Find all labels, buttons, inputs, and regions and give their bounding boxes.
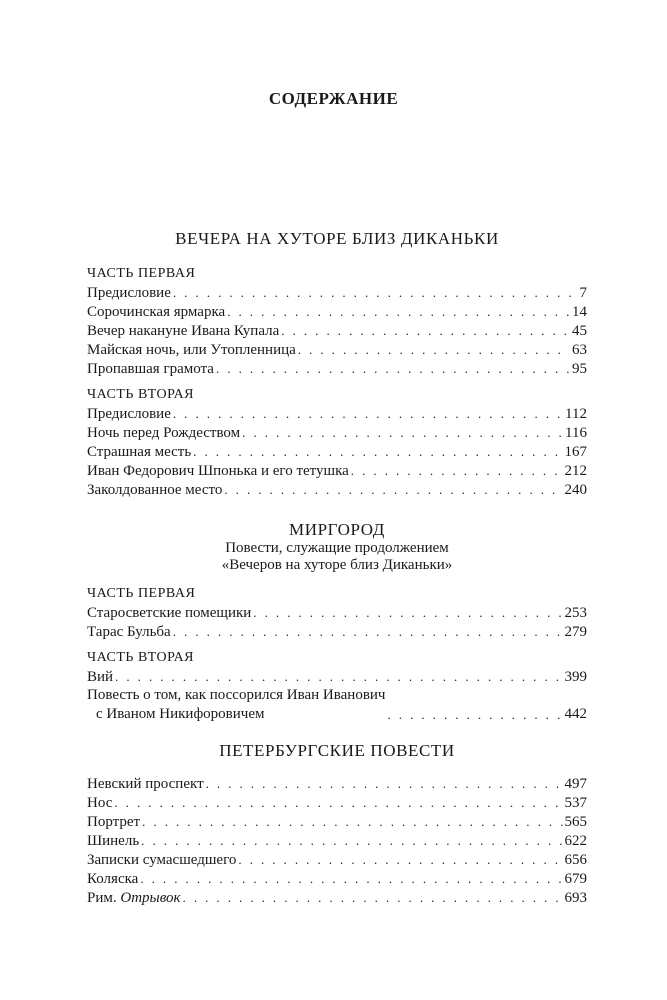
toc-entry-title: Пропавшая грамота (87, 361, 214, 377)
toc-entry-title: Иван Федорович Шпонька и его тетушка (87, 463, 349, 479)
dot-leader (238, 850, 562, 869)
dot-leader (173, 404, 563, 423)
toc-entry-page: 442 (564, 706, 587, 722)
toc-entry-title (87, 889, 181, 908)
toc-entry-title: Заколдованное место (87, 482, 223, 498)
toc-entry-title: Страшная месть (87, 444, 192, 460)
toc-entry[interactable] (87, 461, 587, 480)
toc-entry-title-italic: Отрывок (120, 890, 181, 906)
toc-entry[interactable] (87, 869, 587, 888)
dot-leader (173, 622, 563, 641)
dot-leader (298, 340, 570, 359)
toc-entry-title-roman: Рим. (87, 890, 117, 906)
toc-entry-title: Портрет (87, 814, 141, 830)
toc-entry-title: Майская ночь, или Утопленница (87, 342, 296, 358)
dot-leader (173, 283, 578, 302)
toc-entry-title: Шинель (87, 833, 140, 849)
toc-entry[interactable] (87, 888, 587, 907)
section-subtitle: «Вечеров на хуторе близ Диканьки» (221, 557, 453, 573)
dot-leader (114, 793, 562, 812)
toc-entry-title: Предисловие (87, 285, 171, 301)
section-subtitle: Повести, служащие продолжением (225, 540, 449, 556)
section-heading: ВЕЧЕРА НА ХУТОРЕ БЛИЗ ДИКАНЬКИ (175, 229, 499, 248)
toc-entry-title: Ночь перед Рождеством (87, 425, 241, 441)
toc-entry[interactable] (87, 423, 587, 442)
toc-entry[interactable] (87, 480, 587, 499)
toc-entry-page: 537 (564, 795, 587, 811)
part-label: ЧАСТЬ ПЕРВАЯ (87, 266, 196, 281)
toc-entry-page: 679 (564, 871, 587, 887)
section-heading: ПЕТЕРБУРГСКИЕ ПОВЕСТИ (219, 741, 455, 760)
toc-entry[interactable] (87, 359, 587, 378)
toc-entry-page: 63 (572, 342, 587, 358)
toc-entry[interactable] (87, 442, 587, 461)
toc-entry-page: 116 (565, 425, 587, 441)
toc-entry-page: 622 (564, 833, 587, 849)
toc-entry[interactable] (87, 850, 587, 869)
toc-entry-page: 497 (564, 776, 587, 792)
dot-leader (253, 603, 562, 622)
dot-leader (183, 888, 563, 907)
toc-entry[interactable] (87, 603, 587, 622)
toc-entry[interactable] (87, 404, 587, 423)
toc-entry[interactable] (87, 686, 587, 724)
toc-entry-page: 167 (564, 444, 587, 460)
toc-entry-page: 95 (572, 361, 587, 377)
dot-leader (140, 869, 562, 888)
toc-entry-page: 240 (564, 482, 587, 498)
toc-entry[interactable] (87, 831, 587, 850)
part-label: ЧАСТЬ ПЕРВАЯ (87, 586, 196, 601)
toc-entry-title: Предисловие (87, 406, 171, 422)
toc-entry[interactable] (87, 302, 587, 321)
toc-entry-title-line: Повесть о том, как поссорился Иван Иванович (87, 687, 386, 703)
toc-entry[interactable] (87, 793, 587, 812)
toc-entry-page: 45 (572, 323, 587, 339)
part-label: ЧАСТЬ ВТОРАЯ (87, 387, 195, 402)
toc-entry[interactable] (87, 622, 587, 641)
dot-leader (387, 705, 562, 724)
toc-entry-title-line: с Иваном Никифоровичем (96, 706, 265, 722)
toc-entry[interactable] (87, 340, 587, 359)
toc-entry-title (87, 686, 385, 724)
toc-entry-page: 279 (564, 624, 587, 640)
toc-entry-page: 7 (579, 285, 587, 301)
toc-entry-page: 693 (564, 890, 587, 906)
page-title: СОДЕРЖАНИЕ (268, 89, 399, 108)
toc-entry-title: Невский проспект (87, 776, 204, 792)
toc-entry-page: 14 (572, 304, 587, 320)
dot-leader (351, 461, 563, 480)
toc-entry-page: 212 (564, 463, 587, 479)
dot-leader (216, 359, 570, 378)
section-mirgorod (87, 520, 587, 724)
toc-entry-title: Нос (87, 795, 113, 811)
dot-leader (281, 321, 570, 340)
toc-entry-title: Сорочинская ярмарка (87, 304, 226, 320)
toc-entry[interactable] (87, 667, 587, 686)
section-peterburg (87, 741, 587, 907)
section-vechera (87, 229, 587, 499)
toc-entry-title: Вий (87, 669, 114, 685)
dot-leader (115, 667, 562, 686)
toc-entry-page: 253 (564, 605, 587, 621)
toc-entry[interactable] (87, 812, 587, 831)
dot-leader (142, 812, 562, 831)
toc-entry[interactable] (87, 321, 587, 340)
part-label: ЧАСТЬ ВТОРАЯ (87, 650, 195, 665)
toc-entry-title: Коляска (87, 871, 139, 887)
toc-entry[interactable] (87, 283, 587, 302)
toc-entry-title: Старосветские помещики (87, 605, 252, 621)
dot-leader (227, 302, 570, 321)
toc-entry-page: 399 (564, 669, 587, 685)
dot-leader (242, 423, 563, 442)
toc-entry-title: Записки сумасшедшего (87, 852, 237, 868)
dot-leader (141, 831, 562, 850)
toc-entry-page: 656 (564, 852, 587, 868)
dot-leader (193, 442, 562, 461)
toc-entry-title: Вечер накануне Ивана Купала (87, 323, 280, 339)
dot-leader (224, 480, 562, 499)
toc-entry-page: 112 (565, 406, 587, 422)
toc-entry[interactable] (87, 774, 587, 793)
section-heading: МИРГОРОД (288, 520, 386, 539)
dot-leader (206, 774, 563, 793)
toc-entry-title: Тарас Бульба (87, 624, 171, 640)
toc-entry-page: 565 (564, 814, 587, 830)
